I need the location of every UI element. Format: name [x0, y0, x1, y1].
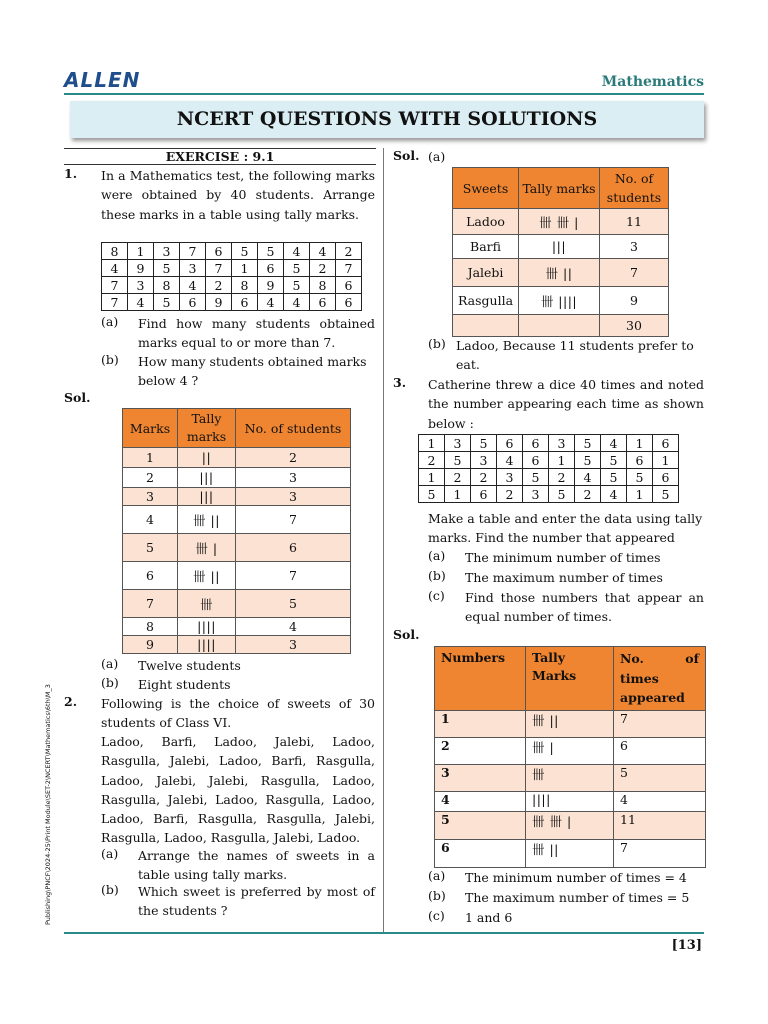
sol3-count: 4 [614, 791, 706, 811]
sol1-count: 3 [236, 488, 351, 506]
q3-dice-cell: 4 [497, 452, 523, 469]
sol1-row [123, 534, 351, 562]
q1-b-text: How many students obtained marks below 4 ? [138, 354, 367, 389]
sol2-label: Sol. [393, 148, 420, 163]
q3-dice-cell: 1 [549, 452, 575, 469]
sol1-mark: 8 [123, 618, 178, 636]
column-divider [383, 148, 384, 932]
sol1-row [123, 448, 351, 468]
sol3-label: Sol. [393, 627, 420, 642]
q3-dice-cell: 1 [419, 469, 445, 486]
sol1-count: 3 [236, 468, 351, 488]
q3-b-label: (b) [428, 568, 446, 583]
sol3-tally: 卌 卌 | [526, 811, 614, 839]
sol1-header-marks: Marks [123, 409, 178, 448]
q3-dice-cell: 5 [419, 486, 445, 503]
sol2-count: 11 [600, 209, 669, 235]
sol1-count: 2 [236, 448, 351, 468]
q2-a-text: Arrange the names of sweets in a table using tally marks. [138, 848, 375, 883]
q3-dice-cell: 3 [497, 469, 523, 486]
q1-text: In a Mathematics test, the following marks were obtained by 40 students. Arrange these marks in a table using tally marks. [101, 168, 375, 222]
q1-marks-cell: 3 [128, 277, 154, 294]
q3-dice-cell: 5 [471, 435, 497, 452]
q1-marks-cell: 6 [232, 294, 258, 311]
q3-dice-cell: 2 [419, 452, 445, 469]
sol1-row [123, 562, 351, 590]
sol2-row [453, 315, 669, 337]
subject-title: Mathematics [601, 74, 704, 90]
sol1-mark: 7 [123, 590, 178, 618]
sol3-row [435, 839, 706, 867]
q1-marks-cell: 6 [310, 294, 336, 311]
sol1-tally: |||| [178, 618, 236, 636]
q1-marks-cell: 9 [128, 260, 154, 277]
q1-marks-row [102, 260, 362, 277]
sol3-number: 4 [435, 791, 526, 811]
sol2-tally: ||| [519, 235, 600, 259]
q1-marks-cell: 7 [336, 260, 362, 277]
sol3-header-tally: Tally Marks [526, 647, 614, 711]
q3-dice-cell: 1 [653, 452, 679, 469]
q1-marks-row [102, 294, 362, 311]
q3-dice-cell: 5 [627, 469, 653, 486]
sol1-tally: || [178, 448, 236, 468]
sol2-header-sweets: Sweets [453, 168, 519, 209]
sol1-table [122, 408, 351, 654]
q1-marks-cell: 4 [128, 294, 154, 311]
sol3-number: 3 [435, 764, 526, 791]
sol1-row [123, 590, 351, 618]
sol3-tally: 卌 || [526, 839, 614, 867]
q3-dice-cell: 3 [471, 452, 497, 469]
allen-logo: ALLEN [64, 68, 141, 92]
q3-dice-cell: 5 [653, 486, 679, 503]
q1-marks-cell: 8 [310, 277, 336, 294]
sol2-row [453, 209, 669, 235]
q1-marks-cell: 6 [336, 277, 362, 294]
q3-number: 3. [393, 375, 407, 390]
sol1-count: 3 [236, 636, 351, 654]
sol3-count: 6 [614, 737, 706, 764]
q3-text: Catherine threw a dice 40 times and noted the number appearing each time as shown below : [428, 377, 704, 431]
q1-marks-cell: 5 [284, 260, 310, 277]
q3-instruction: Make a table and enter the data using tally marks. Find the number that appeared [428, 511, 703, 546]
sol1-tally: 卌 | [178, 534, 236, 562]
q1-b-label: (b) [101, 352, 119, 367]
q1-marks-cell: 2 [206, 277, 232, 294]
sol1-count: 4 [236, 618, 351, 636]
q1-marks-cell: 6 [180, 294, 206, 311]
q3-dice-cell: 6 [471, 486, 497, 503]
sol1-header-count: No. of students [236, 409, 351, 448]
q1-marks-cell: 3 [154, 243, 180, 260]
q1-marks-cell: 8 [232, 277, 258, 294]
q1-marks-cell: 7 [102, 277, 128, 294]
q3-dice-cell: 4 [601, 435, 627, 452]
sol2-count: 9 [600, 287, 669, 315]
sol1-mark: 9 [123, 636, 178, 654]
sol2-row [453, 259, 669, 287]
sol3-tally: 卌 || [526, 710, 614, 737]
q3-dice-cell: 2 [445, 469, 471, 486]
q3-dice-cell: 3 [445, 435, 471, 452]
sol3-tally: 卌 | [526, 737, 614, 764]
q1-marks-cell: 8 [102, 243, 128, 260]
exercise-heading: EXERCISE : 9.1 [64, 148, 376, 165]
q1-marks-cell: 9 [258, 277, 284, 294]
sol2-row [453, 235, 669, 259]
q3-dice-cell: 2 [549, 469, 575, 486]
sol3-b-label: (b) [428, 888, 446, 903]
q3-dice-cell: 1 [445, 486, 471, 503]
sol1-header-tally: Tally marks [178, 409, 236, 448]
sol3-number: 5 [435, 811, 526, 839]
sol1-tally: |||| [178, 636, 236, 654]
sol3-header-count: No. of times appeared [614, 647, 706, 711]
sol2-part-a: (a) [428, 149, 446, 164]
sol2-tally: 卌 |||| [519, 287, 600, 315]
sol3-number: 1 [435, 710, 526, 737]
q2-b-label: (b) [101, 882, 119, 897]
q1-marks-cell: 8 [154, 277, 180, 294]
sidebar-path: Publishing\PNCF\2024-25\Print Module\SET-2\NCERT\Mathematics\6th\M_3 [44, 684, 52, 925]
q1-number: 1. [64, 166, 78, 181]
sol3-count: 5 [614, 764, 706, 791]
q3-a-text: The minimum number of times [465, 550, 661, 565]
q3-dice-cell: 5 [601, 469, 627, 486]
q3-dice-cell: 2 [575, 486, 601, 503]
sol2-row [453, 287, 669, 315]
q3-dice-cell: 5 [523, 469, 549, 486]
q1-marks-cell: 6 [206, 243, 232, 260]
sol3-table [434, 646, 706, 868]
sol1-mark: 2 [123, 468, 178, 488]
sol2-header-tally: Tally marks [519, 168, 600, 209]
sol2-count: 3 [600, 235, 669, 259]
q1-marks-cell: 4 [102, 260, 128, 277]
sol2-count: 7 [600, 259, 669, 287]
q3-dice-cell: 5 [575, 452, 601, 469]
sol2-tally: 卌 卌 | [519, 209, 600, 235]
q3-dice-row [419, 452, 679, 469]
q3-dice-cell: 1 [419, 435, 445, 452]
q3-dice-cell: 5 [445, 452, 471, 469]
q1-a-label: (a) [101, 314, 119, 329]
q1-marks-cell: 1 [128, 243, 154, 260]
sol1-b-text: Eight students [138, 677, 231, 692]
sol1-a-text: Twelve students [138, 658, 241, 673]
sol3-count: 7 [614, 839, 706, 867]
sol2-count: 30 [600, 315, 669, 337]
sol3-tally: |||| [526, 791, 614, 811]
q3-dice-cell: 5 [601, 452, 627, 469]
page-number: [13] [671, 938, 702, 953]
q1-marks-cell: 4 [310, 243, 336, 260]
sol1-mark: 4 [123, 506, 178, 534]
q3-dice-cell: 1 [627, 435, 653, 452]
sol2-tally [519, 315, 600, 337]
sol1-a-label: (a) [101, 656, 119, 671]
q3-dice-row [419, 469, 679, 486]
q1-marks-cell: 5 [232, 243, 258, 260]
q1-marks-cell: 5 [154, 260, 180, 277]
sol2-table [452, 167, 669, 337]
q3-c-text: Find those numbers that appear an equal number of times. [465, 590, 704, 625]
q3-dice-cell: 6 [497, 435, 523, 452]
sol3-count: 7 [614, 710, 706, 737]
sol2-b-text: Ladoo, Because 11 students prefer to eat. [456, 338, 694, 373]
page-banner: NCERT QUESTIONS WITH SOLUTIONS [70, 101, 704, 138]
q3-dice-cell: 6 [523, 452, 549, 469]
sol3-a-label: (a) [428, 868, 446, 883]
sol1-tally: 卌 || [178, 506, 236, 534]
q2-a-label: (a) [101, 846, 119, 861]
q3-dice-cell: 6 [653, 469, 679, 486]
q3-dice-cell: 3 [549, 435, 575, 452]
sol2-sweet: Jalebi [453, 259, 519, 287]
q1-marks-cell: 9 [206, 294, 232, 311]
sol1-tally: ||| [178, 468, 236, 488]
sol1-row [123, 636, 351, 654]
q2-number: 2. [64, 694, 78, 709]
q1-marks-cell: 5 [258, 243, 284, 260]
q2-sweets-list: Ladoo, Barfi, Ladoo, Jalebi, Ladoo, Rasgulla, Jalebi, Ladoo, Barfi, Rasgulla, Ladoo, Jalebi, Jalebi, Rasgulla, Ladoo, Rasgulla, Jalebi, Ladoo, Rasgulla, Ladoo, Ladoo, Barfi, Rasgulla, Rasgulla, Jalebi, Rasgulla, Ladoo, Rasgulla, Jalebi, Ladoo. [101, 734, 375, 846]
sol1-row [123, 488, 351, 506]
q1-marks-cell: 7 [206, 260, 232, 277]
q1-marks-table [101, 242, 362, 311]
q1-marks-cell: 5 [284, 277, 310, 294]
q3-dice-row [419, 435, 679, 452]
sol2-sweet [453, 315, 519, 337]
sol3-tally: 卌 [526, 764, 614, 791]
q1-marks-cell: 7 [102, 294, 128, 311]
q1-marks-cell: 1 [232, 260, 258, 277]
sol1-row [123, 506, 351, 534]
q1-marks-cell: 6 [258, 260, 284, 277]
q3-dice-cell: 5 [549, 486, 575, 503]
sol1-row [123, 618, 351, 636]
sol3-header-numbers: Numbers [435, 647, 526, 711]
q3-dice-cell: 4 [601, 486, 627, 503]
sol1-b-label: (b) [101, 675, 119, 690]
sol2-b-label: (b) [428, 336, 446, 351]
q3-dice-cell: 6 [627, 452, 653, 469]
sol1-mark: 6 [123, 562, 178, 590]
sol1-mark: 3 [123, 488, 178, 506]
sol2-tally: 卌 || [519, 259, 600, 287]
q1-marks-cell: 2 [336, 243, 362, 260]
sol1-mark: 5 [123, 534, 178, 562]
sol1-label: Sol. [64, 390, 91, 405]
header-rule [64, 93, 704, 95]
q3-dice-table [418, 434, 679, 503]
q3-dice-cell: 3 [523, 486, 549, 503]
q1-marks-cell: 4 [258, 294, 284, 311]
q1-marks-cell: 7 [180, 243, 206, 260]
sol1-count: 7 [236, 506, 351, 534]
sol1-tally: 卌 [178, 590, 236, 618]
q3-dice-cell: 5 [575, 435, 601, 452]
q3-dice-row [419, 486, 679, 503]
q3-dice-cell: 6 [653, 435, 679, 452]
sol2-header-count: No. of students [600, 168, 669, 209]
q1-marks-cell: 4 [284, 243, 310, 260]
sol2-sweet: Barfi [453, 235, 519, 259]
sol3-row [435, 737, 706, 764]
sol3-row [435, 764, 706, 791]
footer-rule [64, 932, 704, 934]
sol1-mark: 1 [123, 448, 178, 468]
sol1-count: 6 [236, 534, 351, 562]
sol3-a-text: The minimum number of times = 4 [465, 870, 687, 885]
q3-c-label: (c) [428, 588, 445, 603]
q3-dice-cell: 4 [575, 469, 601, 486]
q3-dice-cell: 2 [471, 469, 497, 486]
sol3-c-text: 1 and 6 [465, 910, 513, 925]
q1-marks-cell: 4 [180, 277, 206, 294]
sol3-number: 6 [435, 839, 526, 867]
sol3-b-text: The maximum number of times = 5 [465, 890, 690, 905]
sol1-count: 7 [236, 562, 351, 590]
q1-marks-cell: 3 [180, 260, 206, 277]
sol3-row [435, 791, 706, 811]
sol3-count: 11 [614, 811, 706, 839]
sol3-row [435, 710, 706, 737]
q1-marks-cell: 2 [310, 260, 336, 277]
sol1-count: 5 [236, 590, 351, 618]
sol3-row [435, 811, 706, 839]
sol1-tally: 卌 || [178, 562, 236, 590]
q2-b-text: Which sweet is preferred by most of the students ? [138, 884, 375, 919]
sol2-sweet: Rasgulla [453, 287, 519, 315]
q3-dice-cell: 2 [497, 486, 523, 503]
sol2-sweet: Ladoo [453, 209, 519, 235]
q3-dice-cell: 1 [627, 486, 653, 503]
q1-marks-cell: 4 [284, 294, 310, 311]
q3-dice-cell: 6 [523, 435, 549, 452]
q1-marks-row [102, 277, 362, 294]
q1-marks-cell: 5 [154, 294, 180, 311]
q1-marks-cell: 6 [336, 294, 362, 311]
q3-b-text: The maximum number of times [465, 570, 663, 585]
q1-a-text: Find how many students obtained marks equal to or more than 7. [138, 316, 375, 351]
q3-a-label: (a) [428, 548, 446, 563]
q1-marks-row [102, 243, 362, 260]
q2-text: Following is the choice of sweets of 30 students of Class VI. [101, 696, 375, 731]
sol1-row [123, 468, 351, 488]
sol3-number: 2 [435, 737, 526, 764]
sol3-c-label: (c) [428, 908, 445, 923]
sol1-tally: ||| [178, 488, 236, 506]
